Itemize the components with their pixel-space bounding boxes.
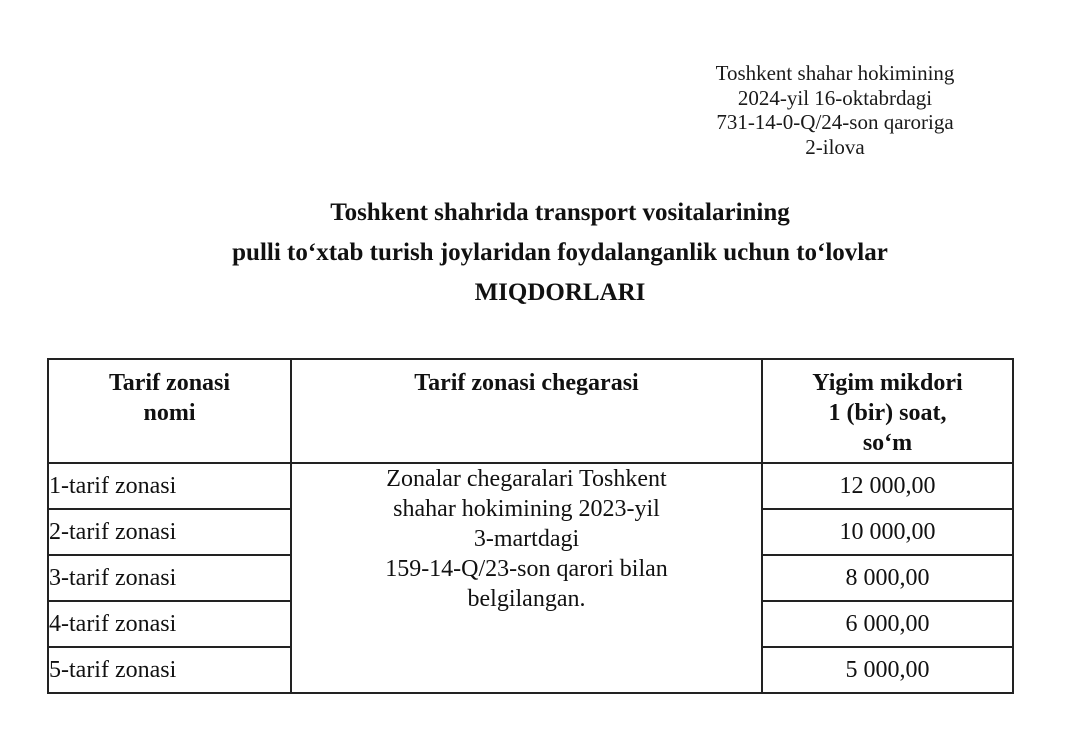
annex-line: 2024-yil 16-oktabrdagi — [737, 85, 933, 110]
title-line: MIQDORLARI — [474, 279, 646, 306]
header-fee-amount: Yigim mikdori 1 (bir) soat, so‘m — [762, 359, 1013, 463]
fee-amount-cell: 6 000,00 — [762, 601, 1013, 647]
annex-line: Toshkent shahar hokimining — [715, 61, 955, 85]
title-line: Toshkent shahrida transport vositalarining — [330, 199, 790, 226]
document-title — [0, 193, 1080, 313]
fee-amount-cell: 8 000,00 — [762, 555, 1013, 601]
annex-reference — [660, 61, 1010, 159]
zone-name-cell: 4-tarif zonasi — [48, 601, 291, 647]
zone-name-cell: 5-tarif zonasi — [48, 647, 291, 693]
zone-name-cell: 2-tarif zonasi — [48, 509, 291, 555]
zone-name-cell: 1-tarif zonasi — [48, 463, 291, 509]
annex-number: 2-ilova — [805, 134, 865, 159]
header-zone-boundary: Tarif zonasi chegarasi — [291, 359, 762, 463]
annex-line: 731-14-0-Q/24-son qaroriga — [716, 110, 954, 134]
zone-name-cell: 3-tarif zonasi — [48, 555, 291, 601]
fee-amount-cell: 12 000,00 — [762, 463, 1013, 509]
fee-amount-cell: 10 000,00 — [762, 509, 1013, 555]
table-header-row — [48, 359, 1013, 463]
table-row — [48, 463, 1013, 509]
zone-boundary-cell: Zonalar chegaralari Toshkent shahar hokimining 2023-yil 3-martdagi 159-14-Q/23-son qarori bilan belgilangan. — [291, 463, 762, 693]
tariff-table — [47, 358, 1014, 694]
title-line: pulli to‘xtab turish joylaridan foydalanganlik uchun to‘lovlar — [232, 239, 888, 266]
fee-amount-cell: 5 000,00 — [762, 647, 1013, 693]
header-zone-name: Tarif zonasi nomi — [48, 359, 291, 463]
